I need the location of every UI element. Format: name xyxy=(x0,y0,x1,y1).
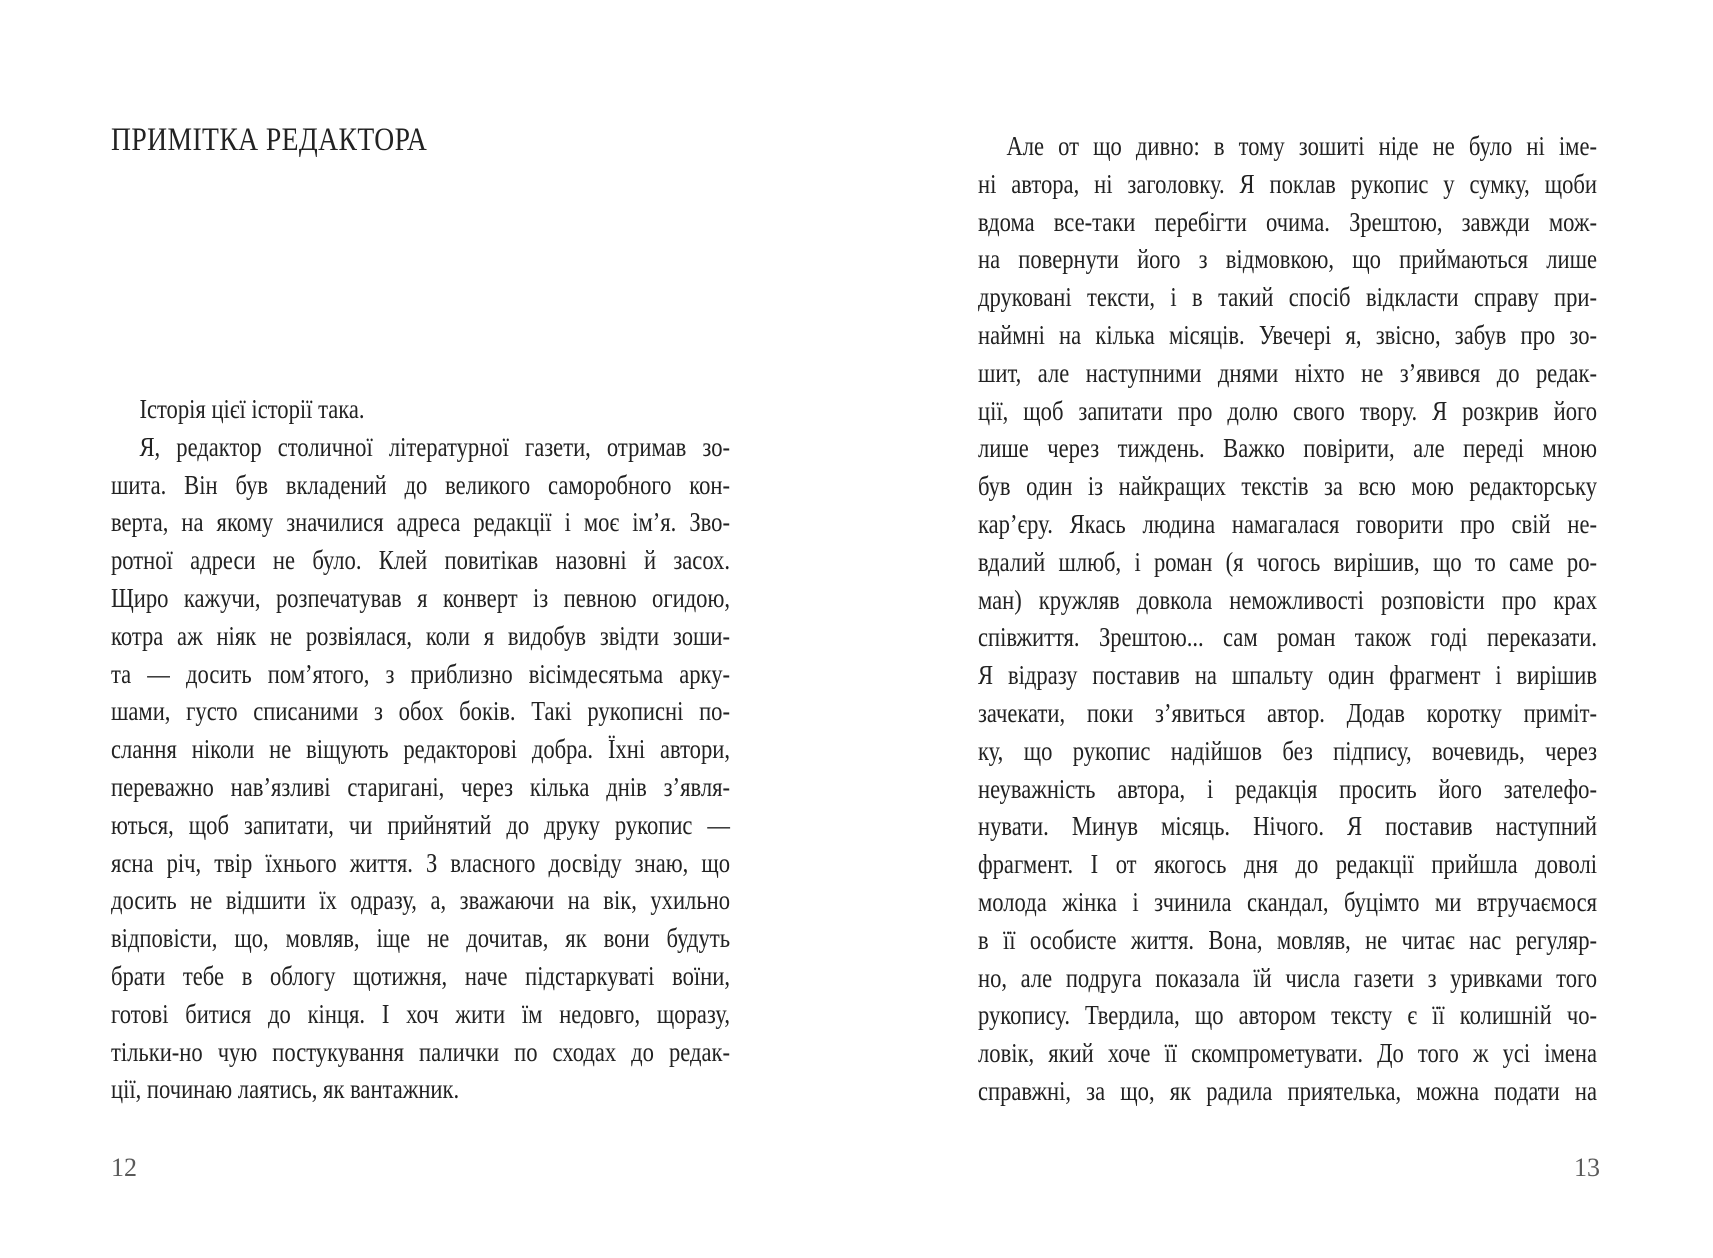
text-line: фрагмент. І от якогось дня до редакції прийшла доволі xyxy=(978,849,1598,880)
text-line: молода жінка і зчинила скандал, буцімто ми втручаємося xyxy=(978,886,1598,917)
text-line: слання ніколи не віщують редакторові добра. Їхні автори, xyxy=(111,734,731,765)
text-line: Щиро кажучи, розпечатував я конверт із певною огидою, xyxy=(111,582,731,613)
text-line: ції, щоб запитати про долю свого твору. Я розкрив його xyxy=(978,395,1598,426)
text-line: вдалий шлюб, і роман (я чогось вирішив, що то саме ро- xyxy=(978,546,1598,577)
text-line: шита. Він був вкладений до великого саморобного кон- xyxy=(111,469,731,500)
text-line: котра аж ніяк не розвіялася, коли я видобув звідти зоши- xyxy=(111,620,731,651)
text-line: на повернути його з відмовкою, що приймаються лише xyxy=(978,244,1598,275)
text-line: рукопису. Твердила, що автором тексту є її колишній чо- xyxy=(978,1000,1598,1031)
text-line: ку, що рукопис надійшов без підпису, вочевидь, через xyxy=(978,735,1598,766)
text-line: ротної адреси не було. Клей повитікав назовні й засох. xyxy=(111,545,731,576)
text-line: Але от що дивно: в тому зошиті ніде не було ні іме- xyxy=(1006,131,1598,161)
title-body-gap xyxy=(111,160,730,391)
text-line: Я відразу поставив на шпальту один фрагмент і вирішив xyxy=(978,660,1598,691)
text-line: ції, починаю лаятись, як вантажник. xyxy=(111,1074,460,1105)
text-line: Я, редактор столичної літературної газети, отримав зо- xyxy=(139,431,731,462)
text-line: відповісти, що, мовляв, іще не дочитав, як вони будуть xyxy=(111,923,731,954)
text-line: ман) кружляв довкола неможливості розповісти про крах xyxy=(978,584,1598,615)
text-line: Історія цієї історії така. xyxy=(139,394,365,424)
text-line: співжиття. Зрештою... сам роман також годі переказати. xyxy=(978,622,1598,653)
text-line: наймні на кілька місяців. Увечері я, звісно, забув про зо- xyxy=(978,319,1598,350)
text-line: друковані тексти, і в такий спосіб відкласти справу при- xyxy=(978,282,1598,313)
text-line: верта, на якому значилися адреса редакції і моє ім’я. Зво- xyxy=(111,507,731,538)
text-line: ються, щоб запитати, чи прийнятий до друку рукопис — xyxy=(111,809,731,840)
text-line: та — досить пом’ятого, з приблизно вісімдесятьма арку- xyxy=(111,658,731,689)
text-line: ловік, який хоче її скомпрометувати. До того ж усі імена xyxy=(978,1038,1598,1069)
text-line: кар’єру. Якась людина намагалася говорити про свій не- xyxy=(978,508,1598,539)
text-line: ясна річ, твір їхнього життя. З власного досвіду знаю, що xyxy=(111,847,731,878)
text-line: переважно нав’язливі старигані, через кілька днів з’явля- xyxy=(111,771,731,802)
right-page-body-text xyxy=(978,128,1597,1111)
text-line: готові битися до кінця. І хоч жити їм недовго, щоразу, xyxy=(111,998,731,1029)
text-line: шами, густо списаними з обох боків. Такі рукописні по- xyxy=(111,696,731,727)
text-line: нувати. Минув місяць. Нічого. Я поставив наступний xyxy=(978,811,1598,842)
chapter-title: ПРИМІТКА РЕДАКТОРА xyxy=(111,122,428,158)
text-line: зачекати, поки з’явиться автор. Додав коротку приміт- xyxy=(978,697,1598,728)
text-line: справжні, за що, як радила приятелька, можна подати на xyxy=(978,1075,1598,1106)
right-page xyxy=(978,128,1597,1111)
left-page-number: 12 xyxy=(111,1153,137,1182)
left-page-body-text xyxy=(111,391,730,1109)
left-page xyxy=(111,120,730,1109)
text-line: вдома все-таки перебігти очима. Зрештою, завжди мож- xyxy=(978,206,1598,237)
text-line: брати тебе в облогу щотижня, наче підстаркуваті воїни, xyxy=(111,960,731,991)
text-line: досить не відшити їх одразу, а, зважаючи на вік, ухильно xyxy=(111,885,731,916)
right-page-number: 13 xyxy=(1574,1153,1600,1182)
text-line: но, але подруга показала їй числа газети з уривками того xyxy=(978,962,1598,993)
text-line: неуважність автора, і редакція просить його зателефо- xyxy=(978,773,1598,804)
text-line: тільки-но чую постукування палички по сходах до редак- xyxy=(111,1036,731,1067)
text-line: шит, але наступними днями ніхто не з’явився до редак- xyxy=(978,357,1598,388)
text-line: ні автора, ні заголовку. Я поклав рукопис у сумку, щоби xyxy=(978,168,1598,199)
text-line: лише через тиждень. Важко повірити, але переді мною xyxy=(978,433,1598,464)
text-line: в її особисте життя. Вона, мовляв, не читає нас регуляр- xyxy=(978,924,1598,955)
text-line: був один із найкращих текстів за всю мою редакторську xyxy=(978,471,1598,502)
